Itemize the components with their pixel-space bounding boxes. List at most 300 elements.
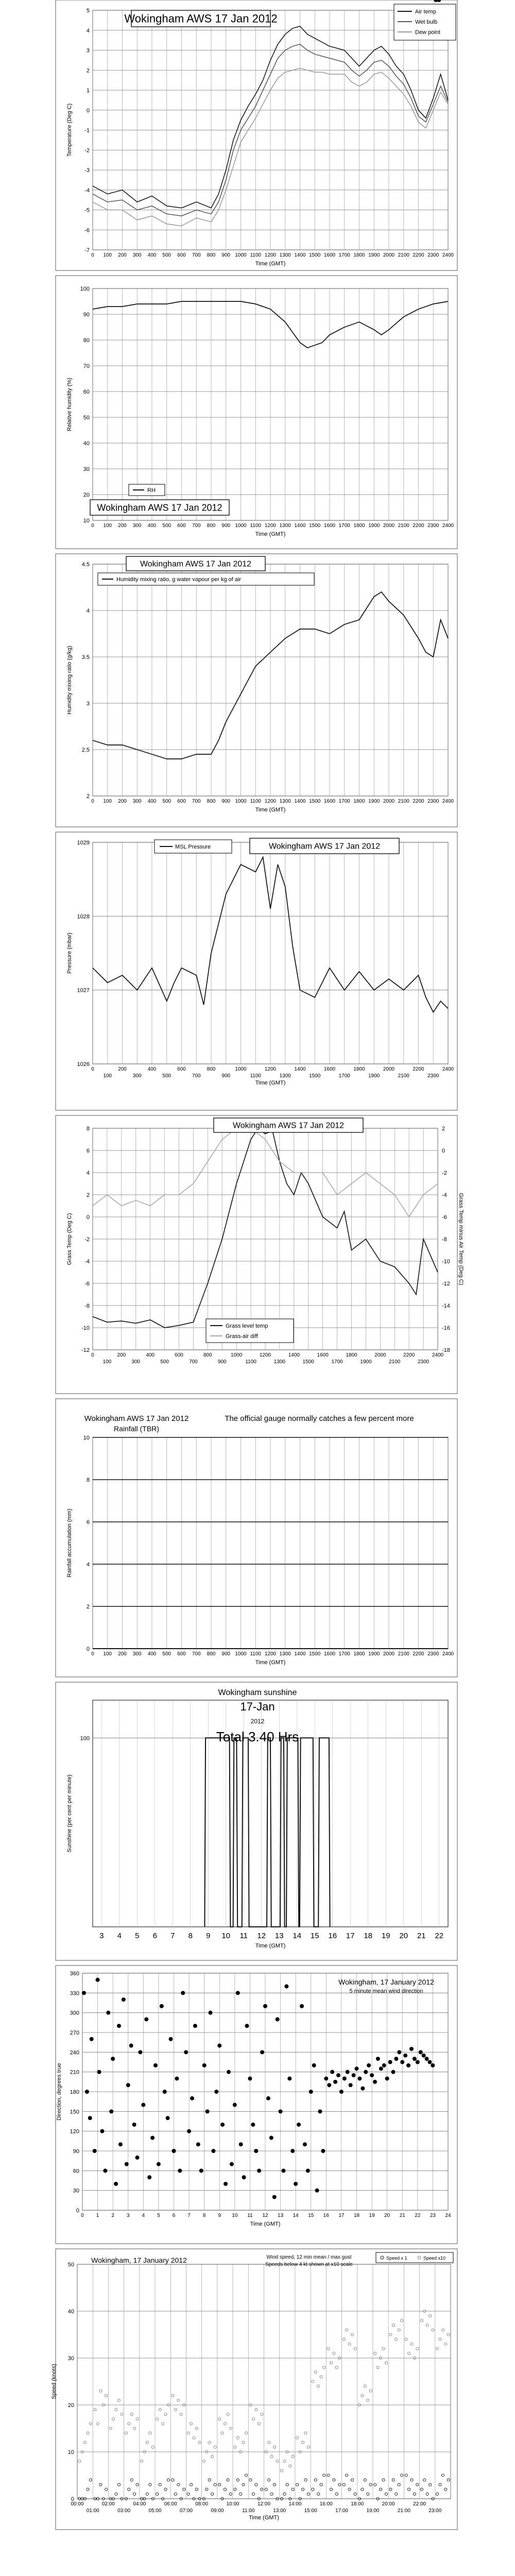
rh-x-tick-label: 1900 [368,523,380,529]
winddir-point [391,2070,396,2074]
grass-y-tick-label: -18 [442,1347,450,1353]
windspeed-x-tick-label: 11:00 [242,2508,255,2514]
windspeed-x-tick-label: 18:00 [351,2501,364,2507]
winddir-x-tick-label: 5 [157,2213,160,2218]
winddir-x-tick-label: 14 [293,2213,299,2218]
winddir-point [425,2057,429,2061]
pressure-x-tick-label: 1100 [250,1073,262,1079]
windspeed-y-tick-label: 10 [67,2449,74,2455]
winddir-point [141,2103,145,2107]
sun-x-tick-label: 12 [257,1931,266,1940]
grass-x-tick-label: 0 [91,1352,94,1358]
winddir-point [82,1991,86,1995]
pressure-x-tick-label: 1300 [279,1073,291,1079]
sun-x-tick-label: 14 [293,1931,302,1940]
winddir-point [205,2109,210,2113]
grass-x-tick-label: 2300 [417,1359,430,1365]
rh-chart-title: Wokingham AWS 17 Jan 2012 [97,502,222,513]
sun-x-tick-label: 19 [381,1931,390,1940]
grass-y-tick-label: -10 [442,1259,450,1265]
temp-y-tick-label: 5 [86,8,90,14]
windspeed-x-tick-label: 13:00 [273,2508,286,2514]
winddir-point [290,2149,295,2153]
temp-x-tick-label: 1300 [279,252,291,258]
winddir-x-tick-label: 12 [262,2213,268,2218]
winddir-point [370,2073,374,2077]
grass-y-tick-label: 0 [86,1214,90,1221]
grass-y-tick-label: -12 [442,1281,450,1287]
winddir-point [333,2080,337,2084]
grass-chart-title: Wokingham AWS 17 Jan 2012 [232,1121,345,1130]
winddir-point [118,2142,123,2146]
windspeed-legend [376,2252,453,2263]
winddir-point [202,2063,207,2067]
pressure-x-tick-label: 800 [207,1066,216,1072]
winddir-point [157,2162,161,2166]
winddir-point [109,2109,113,2113]
winddir-point [416,2060,420,2064]
pressure-x-tick-label: 1500 [309,1073,321,1079]
temp-x-tick-label: 700 [192,252,201,258]
hmr-x-tick-label: 1900 [368,799,380,804]
winddir-point [403,2054,407,2058]
winddir-point [217,2044,221,2048]
sun-x-tick-label: 11 [239,1931,248,1940]
grass-x-tick-label: 1000 [231,1352,243,1358]
temp-x-axis-label: Time (GMT) [255,261,286,267]
rain-x-tick-label: 400 [147,1651,157,1657]
temp-y-tick-label: 4 [86,27,90,34]
winddir-point [400,2060,404,2064]
sun-chart-title: Wokingham sunshine [218,1688,297,1697]
sun-x-tick-label: 5 [135,1931,140,1940]
temp-y-tick-label: -7 [84,247,90,253]
winddir-x-tick-label: 20 [384,2213,390,2218]
rh-x-tick-label: 500 [162,523,171,529]
rain-x-tick-label: 200 [118,1651,127,1657]
grass-x-tick-label: 1500 [302,1359,314,1365]
winddir-point [230,2162,234,2166]
pressure-x-tick-label: 2000 [383,1066,395,1072]
winddir-point [279,2109,283,2113]
windspeed-x-tick-label: 01:00 [86,2508,99,2514]
winddir-x-tick-label: 6 [172,2213,176,2218]
winddir-point [187,2129,191,2133]
grass-x-tick-label: 100 [102,1359,112,1365]
windspeed-x-tick-label: 14:00 [288,2501,302,2507]
hmr-y-tick-label: 4.5 [81,562,90,568]
temp-legend-label: Dew point [415,29,440,36]
sun-x-tick-label: 21 [417,1931,426,1940]
winddir-chart-subtitle: 5 minute mean wind direction [349,1988,423,1994]
winddir-point [263,2004,267,2008]
winddir-point [355,2066,359,2071]
grass-x-tick-label: 600 [175,1352,183,1358]
rh-y-tick-label: 10 [83,518,90,524]
pressure-x-tick-label: 900 [221,1073,231,1079]
winddir-point [88,2116,92,2120]
winddir-point [349,2083,353,2087]
winddir-point [150,2136,154,2140]
temp-y-tick-label: -5 [84,207,90,214]
hmr-y-tick-label: 4 [86,608,90,614]
hmr-chart-title: Wokingham AWS 17 Jan 2012 [140,560,252,569]
sun-x-tick-label: 18 [364,1931,373,1940]
sun-chart-year: 2012 [250,1718,265,1725]
rain-x-tick-label: 2400 [442,1651,454,1657]
winddir-y-tick-label: 90 [73,2148,79,2155]
rh-x-tick-label: 600 [177,523,186,529]
winddir-point [211,2149,215,2153]
pressure-x-tick-label: 2200 [413,1066,424,1072]
winddir-point [163,2090,167,2094]
winddir-point [294,2182,298,2186]
winddir-point [321,2149,325,2153]
rh-x-tick-label: 100 [103,523,112,529]
winddir-point [93,2149,97,2153]
temp-legend-label: Air temp [415,9,436,15]
rain-x-tick-label: 900 [221,1651,231,1657]
rain-x-tick-label: 0 [91,1651,94,1657]
grass-y-tick-label: 0 [442,1148,445,1154]
grass-y-axis-label-right: Grass Temp minus Air Temp (Deg C) [458,1193,464,1285]
pressure-x-tick-label: 2400 [442,1066,454,1072]
windspeed-x-tick-label: 06:00 [164,2501,177,2507]
winddir-point [330,2070,334,2074]
winddir-point [236,1991,240,1995]
winddir-point [248,2076,252,2080]
pressure-x-tick-label: 1000 [235,1066,247,1072]
hmr-x-tick-label: 400 [147,799,157,804]
temp-x-tick-label: 800 [207,252,216,258]
rain-y-tick-label: 4 [86,1562,90,1568]
winddir-x-tick-label: 1 [96,2213,99,2218]
temp-x-tick-label: 100 [103,252,112,258]
winddir-point [135,2156,140,2160]
winddir-point [431,2063,435,2067]
winddir-point [199,2168,203,2173]
hmr-x-tick-label: 600 [177,799,186,804]
rain-x-tick-label: 300 [132,1651,142,1657]
rh-x-tick-label: 2000 [383,523,395,529]
winddir-point [132,2123,136,2127]
grass-x-tick-label: 300 [131,1359,141,1365]
winddir-x-tick-label: 17 [338,2213,345,2218]
rh-y-tick-label: 90 [83,312,90,318]
windspeed-x-tick-label: 16:00 [319,2501,333,2507]
rain-x-tick-label: 2300 [427,1651,439,1657]
winddir-y-tick-label: 60 [73,2168,79,2175]
winddir-point [336,2073,340,2077]
sun-x-tick-label: 15 [310,1931,319,1940]
winddir-point [388,2060,392,2064]
grass-y-tick-label: 6 [86,1148,90,1154]
windspeed-y-tick-label: 40 [67,2309,74,2315]
winddir-point [413,2057,417,2061]
rh-y-tick-label: 70 [83,363,90,369]
windspeed-y-tick-label: 20 [67,2402,74,2409]
winddir-point [190,2096,194,2100]
hmr-y-tick-label: 3 [86,701,90,707]
winddir-point [147,2175,151,2179]
winddir-x-tick-label: 9 [218,2213,221,2218]
hmr-x-tick-label: 900 [221,799,231,804]
grass-y-tick-label: -8 [84,1303,90,1309]
winddir-point [382,2063,386,2067]
sun-x-tick-label: 6 [152,1931,157,1940]
winddir-point [257,2168,261,2173]
windspeed-x-tick-label: 00:00 [71,2501,84,2507]
pressure-x-tick-label: 1200 [264,1066,277,1072]
hmr-x-tick-label: 1500 [309,799,321,804]
hmr-x-tick-label: 1200 [264,799,277,804]
pressure-x-tick-label: 1700 [338,1073,350,1079]
temp-x-tick-label: 2000 [383,252,395,258]
rh-y-axis-label: Relative humidity (%) [66,378,73,431]
pressure-x-tick-label: 700 [192,1073,201,1079]
winddir-point [364,2070,368,2074]
winddir-point [254,2149,258,2153]
rain-x-tick-label: 100 [103,1651,112,1657]
pressure-y-tick-label: 1028 [77,913,90,920]
winddir-point [300,2004,304,2008]
grass-y-tick-label: -6 [84,1281,90,1287]
rain-y-tick-label: 6 [86,1519,90,1526]
grass-x-tick-label: 200 [117,1352,126,1358]
pressure-x-tick-label: 1800 [353,1066,365,1072]
winddir-point [239,2142,243,2146]
hmr-x-tick-label: 200 [118,799,127,804]
winddir-x-tick-label: 24 [445,2213,451,2218]
winddir-point [153,2063,158,2067]
winddir-point [184,2050,188,2054]
temp-x-tick-label: 1000 [235,252,247,258]
rain-x-tick-label: 700 [192,1651,201,1657]
temp-x-tick-label: 1400 [294,252,306,258]
hmr-x-tick-label: 2000 [383,799,395,804]
rain-x-tick-label: 1900 [368,1651,380,1657]
winddir-point [233,2103,237,2107]
rain-x-tick-label: 1300 [279,1651,291,1657]
grass-y-tick-label: 4 [86,1170,90,1176]
winddir-point [419,2050,423,2054]
winddir-point [97,2070,101,2074]
pressure-y-tick-label: 1026 [77,1061,90,1067]
temp-x-tick-label: 1500 [309,252,321,258]
temp-y-tick-label: 3 [86,47,90,54]
temp-x-tick-label: 2200 [413,252,424,258]
hmr-legend-label: Humidity mixing ratio, g water vapour per kg of air [116,577,242,583]
winddir-point [227,2070,231,2074]
rain-y-tick-label: 10 [83,1435,90,1441]
windspeed-chart-subtitle-2: Speeds below 4 kt shown at x10 scale [265,2262,353,2267]
winddir-point [376,2057,380,2061]
rh-y-tick-label: 80 [83,337,90,344]
winddir-point [327,2083,331,2087]
pressure-y-tick-label: 1029 [77,840,90,846]
winddir-point [385,2076,389,2080]
winddir-x-tick-label: 3 [126,2213,130,2218]
hmr-x-tick-label: 2300 [427,799,439,804]
winddir-point [422,2054,426,2058]
windspeed-y-axis-label: Speed (knots) [51,2364,57,2399]
rain-x-tick-label: 1100 [250,1651,262,1657]
windspeed-panel-frame [56,2249,457,2530]
rh-x-tick-label: 800 [207,523,216,529]
grass-y-tick-label: -16 [442,1325,450,1331]
winddir-point [303,2142,307,2146]
grass-y-tick-label: 2 [86,1192,90,1198]
windspeed-legend-label: Speed x10 [423,2256,446,2261]
temp-x-tick-label: 2300 [427,252,439,258]
grass-y-tick-label: -14 [442,1303,450,1309]
rh-y-tick-label: 60 [83,389,90,395]
grass-y-tick-label: 2 [442,1126,445,1132]
grass-x-tick-label: 1100 [245,1359,256,1365]
rain-chart-note: The official gauge normally catches a few percent more [225,1414,414,1423]
winddir-point [111,2057,115,2061]
pressure-x-axis-label: Time (GMT) [255,1080,286,1086]
grass-y-tick-label: -4 [442,1192,447,1198]
temp-x-tick-label: 1600 [323,252,336,258]
pressure-legend-label: MSL Pressure [175,844,211,850]
winddir-point [406,2063,410,2067]
rain-x-tick-label: 1500 [309,1651,321,1657]
sun-chart-total: Total 3.40 Hrs [216,1729,299,1744]
pressure-panel-frame [56,832,457,1110]
pressure-y-axis-label: Pressure (mbar) [66,933,73,974]
winddir-point [346,2070,350,2074]
temp-x-tick-label: 1200 [264,252,277,258]
winddir-x-tick-label: 15 [308,2213,314,2218]
temp-x-tick-label: 2100 [398,252,409,258]
winddir-point [90,2037,94,2041]
windspeed-x-tick-label: 08:00 [195,2501,209,2507]
hmr-x-tick-label: 1000 [235,799,247,804]
temp-x-tick-label: 200 [118,252,127,258]
hmr-x-tick-label: 800 [207,799,216,804]
grass-x-tick-label: 2100 [389,1359,401,1365]
windspeed-legend-label: Speed x 1 [386,2256,407,2261]
rain-x-tick-label: 2100 [398,1651,409,1657]
windspeed-y-tick-label: 30 [67,2355,74,2362]
grass-x-tick-label: 500 [160,1359,169,1365]
rh-x-tick-label: 2200 [413,523,424,529]
windspeed-x-tick-label: 21:00 [397,2508,410,2514]
rh-x-tick-label: 2400 [442,523,454,529]
winddir-point [172,2149,176,2153]
windspeed-x-tick-label: 02:00 [101,2501,115,2507]
pressure-x-tick-label: 1600 [323,1066,336,1072]
temp-y-tick-label: -2 [84,147,90,154]
windspeed-x-tick-label: 03:00 [117,2508,131,2514]
windspeed-x-tick-label: 15:00 [304,2508,317,2514]
pressure-x-tick-label: 2300 [427,1073,439,1079]
winddir-point [318,2109,322,2113]
hmr-x-axis-label: Time (GMT) [255,807,286,813]
winddir-y-tick-label: 300 [70,2010,79,2016]
winddir-panel-frame [56,1965,457,2244]
winddir-y-tick-label: 30 [73,2188,79,2194]
rh-x-tick-label: 1100 [250,523,262,529]
temp-x-tick-label: 1100 [250,252,262,258]
winddir-point [129,2044,133,2048]
winddir-x-tick-label: 4 [142,2213,145,2218]
windspeed-x-tick-label: 19:00 [366,2508,380,2514]
winddir-point [276,2017,280,2021]
winddir-point [269,2136,273,2140]
hmr-x-tick-label: 300 [132,799,142,804]
grass-x-tick-label: 2200 [403,1352,415,1358]
rain-x-tick-label: 1400 [294,1651,306,1657]
winddir-point [96,1978,100,1982]
sun-x-tick-label: 3 [99,1931,104,1940]
grass-x-tick-label: 1200 [259,1352,271,1358]
hmr-y-tick-label: 3.5 [81,654,90,660]
temp-y-axis-label: Temperature (Deg C) [66,103,73,157]
hmr-y-tick-label: 2 [86,793,90,800]
pressure-y-tick-label: 1027 [77,987,90,994]
rh-x-tick-label: 2100 [398,523,409,529]
temp-x-tick-label: 1900 [368,252,380,258]
temp-x-tick-label: 600 [177,252,186,258]
winddir-x-tick-label: 11 [247,2213,253,2218]
hmr-panel-frame [56,554,457,827]
grass-x-tick-label: 1700 [331,1359,343,1365]
winddir-y-axis-label: Direction, degrees true [56,2063,62,2121]
winddir-point [245,2024,249,2028]
hmr-x-tick-label: 1100 [250,799,262,804]
sun-x-axis-label: Time (GMT) [255,1943,286,1949]
sun-x-tick-label: 16 [328,1931,337,1940]
winddir-point [312,2063,316,2067]
winddir-y-tick-label: 180 [70,2089,79,2095]
temp-x-tick-label: 500 [162,252,171,258]
sun-x-tick-label: 17 [346,1931,355,1940]
winddir-point [117,2024,121,2028]
sun-x-tick-label: 20 [399,1931,408,1940]
winddir-point [214,2090,218,2094]
hmr-x-tick-label: 1300 [279,799,291,804]
rh-x-tick-label: 1500 [309,523,321,529]
windspeed-x-tick-label: 23:00 [428,2508,442,2514]
winddir-point [209,2011,213,2015]
hmr-x-tick-label: 500 [162,799,171,804]
winddir-point [282,2168,286,2173]
winddir-point [360,2087,365,2091]
rh-x-tick-label: 1300 [279,523,291,529]
winddir-y-tick-label: 210 [70,2069,79,2076]
winddir-point [315,2189,319,2193]
windspeed-y-tick-label: 50 [67,2262,74,2268]
pressure-x-tick-label: 0 [91,1066,94,1072]
hmr-x-tick-label: 700 [192,799,201,804]
winddir-point [196,2142,200,2146]
pressure-x-tick-label: 2100 [398,1073,409,1079]
winddir-x-tick-label: 10 [232,2213,238,2218]
rh-y-tick-label: 50 [83,415,90,421]
rh-legend-label: RH [147,487,156,494]
windspeed-x-tick-label: 04:00 [133,2501,146,2507]
winddir-point [397,2050,401,2054]
windspeed-chart-title: Wokingham, 17 January 2012 [91,2256,187,2264]
rh-x-tick-label: 1400 [294,523,306,529]
sun-x-tick-label: 9 [206,1931,211,1940]
rain-x-tick-label: 1200 [264,1651,277,1657]
winddir-y-tick-label: 360 [70,1971,79,1977]
winddir-point [324,2076,328,2080]
rain-chart-subtitle: Rainfall (TBR) [114,1425,159,1433]
